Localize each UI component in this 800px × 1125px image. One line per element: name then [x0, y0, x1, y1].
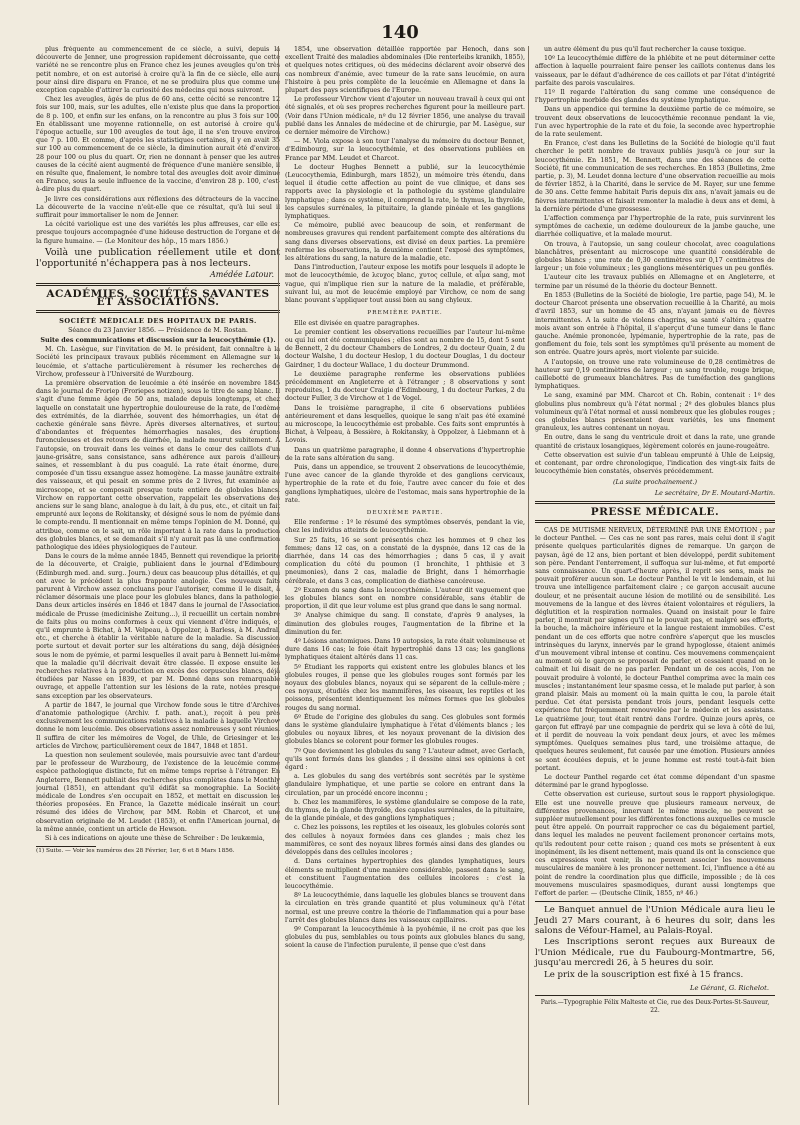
part-one-heading: PREMIÈRE PARTIE. — [367, 310, 443, 317]
paragraph: La cécité variolique est une des variétés les plus affreuses, car elle est presque toujours accompagnée d'une hideuse destruction de l'organe et de la figure humaine. — (Le Moniteur des hôp., 15 mars 1856.) — [36, 221, 280, 245]
column-left — [36, 46, 280, 1105]
paragraph: Cette observation est curieuse, surtout sous le rapport physiologique. Elle est une nouvelle preuve que plusieurs rameaux nerveux, de différentes provenances, innervant le même muscle, ne peuvent se suppléer mutuellement pour les différentes fonctions auxquelles ce muscle peut être appelé. On pourrait rapprocher ce cas du bégaiement partiel, dans lequel les malades ne peuvent facilement prononcer certains mots, qu'ils redoutent pour cette raison ; quand ces mots se présentent à eux inopinément, ils les disent nettement, mais quand ils ont la conscience que ces expressions vont venir, ils ne peuvent associer les mouvemens musculaires de manière à les prononcer nettement. Ici, l'influence a été au point de rendre la coordination plus que difficile, impossible ; de là ces mouvemens musculaires spasmodiques, durant aussi longtemps que l'effort de parler. — (Deutsche Clinik, 1855, nº 46.) — [535, 791, 775, 897]
paragraph: A l'autopsie, on trouve une rate volumineuse de 0,28 centimètres de hauteur sur 0,19 centimètres de largeur ; un sang trouble, rouge brique, caillebotté de grumeaux blanchâtres. Pas de tuméfaction des ganglions lymphatiques. — [535, 358, 775, 391]
paragraph: plus fréquente au commencement de ce siècle, a suivi, depuis la découverte de Jenner, une progression rapidement décroissante, que cette variété ne se rencontre plus en France chez les jeunes aveugles qu'on très petit nombre, et on est autorisé à croire qu'à la fin de ce siècle, elle aura pour ainsi dire disparu en France, et ne se produira plus que comme une exception capable d'attirer la curiosité des médecins qui nous suivront. — [36, 46, 280, 95]
paragraph: Dans le troisième paragraphe, il cite 6 observations publiées antérieurement et dans lesquelles, quoique le sang n'ait pas été examiné au microscope, la leucocythémie est probable. Ces faits sont empruntés à Bichat, à Velpeau, à Bessière, à Rokitansky, à Oppolzer, à Liebmann et à Lovois. — [285, 404, 525, 445]
paragraph: Dans le cours de la même année 1845, Bennett qui revendique la priorité de la découverte, et Craigie, publiaient dans le journal d'Edimbourg (Edinburgh med. and. surg.. Journ.) deux cas beaucoup plus détaillés, et qui ont avec le précédent la plus frappante analogie. Ces nouveaux faits parurent à Virchow assez concluans pour l'autoriser, comme il le disait, à réclamer désormais une place pour les globules blancs, dans la pathologie. Dans deux articles insérés en 1846 et 1847 dans le journal de l'Association médicale de Prusse (medicinishe Zeitung...), il recueillit un certain nombre de faits plus ou moins conformes à ceux qui viennent d'être indiqués, et qu'il emprunte à Bichat, à M. Velpeau, à Oppolzer, à Barless, à M. Andral, etc., et cherche à établir la véritable nature de la maladie. Sa discussion porte surtout et devait porter sur les altérations du sang, déjà désignées sous le nom de pyémie, et parmi lesquelles il avait paru à Bennett lui-même que la maladie qu'il décrivait devait être classée. Il expose ensuite les recherches relatives à la production en excès des corpuscules blancs, déjà étudiées par Nasse en 1839, et par M. Donné dans son remarquable ouvrage, et appelle l'attention sur les lésions de la rate, notées presque sans exception par les observateurs. — [36, 553, 280, 700]
announcement: Les Inscriptions seront reçues aux Bureaux de l'Union Médicale, rue du Faubourg-Montmartre, 56, jusqu'au mercredi 26, à 5 heures du soir. — [535, 937, 775, 969]
editor-signature: Amédée Latour. — [210, 269, 274, 279]
part-two-heading: DEUXIÈME PARTIE. — [366, 509, 444, 516]
session-line: Séance du 23 Janvier 1856. — Présidence de M. Rostan. — [68, 326, 248, 334]
paragraph: En 1853 (Bulletins de la Société de biologie, 1re partie, page 54), M. le docteur Charcot présenta une observation recueillie à la Charité, au mois d'avril 1853, sur un homme de 45 ans, n'ayant jamais eu de fièvres intermittentes. A la suite de violens chagrins, sa santé s'altéra ; quatre mois avant son entrée à l'hôpital, il s'aperçut d'une tumeur dans le flanc gauche. Anémie prononcée, lypémanie, hypertrophie de la rate, pas de gonflement du foie, tels sont les symptômes qu'il présente au moment de son entrée. Quatre jours après, mort violente par suicide. — [535, 291, 775, 357]
paragraph: un autre élément du pus qu'il faut rechercher la cause toxique. — [544, 46, 747, 53]
list-item: d. Dans certaines hypertrophies des glandes lymphatiques, leurs éléments se multiplient d'une manière considérable, passent dans le sang, et constituent l'augmentation des cellules incolores : c'est la leucocythémie. — [285, 858, 525, 890]
paragraph: En France, c'est dans les Bulletins de la Société de biologie qu'il faut chercher le petit nombre de travaux publiés jusqu'à ce jour sur la leucocythémie. En 1851, M. Bennett, dans une des séances de cette Société, fit une communication de ses recherches. En 1853 (Bulletins, 2me partie, p. 3), M. Leudet donna lecture d'une observation recueillie au mois de février 1852, à la Charité, dans le service de M. Rayer, sur une femme de 30 ans. Cette femme habitait Paris depuis dix ans, n'avait jamais eu de fièvres intermittentes et faisait remonter la maladie à deux ans et demi, à la dernière période d'une grossesse. — [535, 140, 775, 213]
paragraph: Chez les aveugles, âgés de plus de 60 ans, cette cécité se rencontre 12 fois sur 100, mais, sur les adultes, elle n'existe plus que dans la proportion de 8 p. 100, et enfin sur les enfans, on la rencontre au plus 3 fois sur 100. En établissant une moyenne rationnelle, on est autorisé à croire qu'à l'époque actuelle, sur 100 aveugles de tout âge, il ne s'en trouve environ que 7 p. 100. Et comme, d'après les statistiques certaines, il y en avait 35 sur 100 au commencement de ce siècle, la diminution aurait été d'environ 28 pour 100 ou plus du quart. Or, rien ne donnant à penser que les autres causes de la cécité aient augmenté de fréquence d'une manière sensible, il en résulte que, finalement, le nombre total des aveugles doit avoir diminué en France, sous la seule influence de la vaccine, d'environ 28 p. 100, c'est-à-dire plus du quart. — [36, 96, 280, 194]
paragraph: On trouva, à l'autopsie, un sang couleur chocolat, avec coagulations blanchâtres, présentant au microscope une quantité considérable de globules blancs ; une rate de 0,30 centimètres sur 0,17 centimètres de largeur ; un foie volumineux ; les ganglions mésentériques un peu gonflés. — [535, 240, 775, 273]
list-item: 2º Examen du sang dans la leucocythémie. L'auteur dit vaguement que les globules blancs sont en nombre considérable, sans établir de proportion, il dit que leur volume est plus grand que dans le sang normal. — [285, 586, 525, 611]
paragraph: 10º La leucocythémie diffère de la phlébite et ne peut déterminer cette affection à laquelle pourraient faire penser les caillots contenus dans les vaisseaux, par le défaut d'adhérence de ces caillots et par l'état d'intégrité parfaite des parois vasculaires. — [535, 55, 775, 87]
paragraph: Elle est divisée en quatre paragraphes. — [294, 319, 420, 327]
paragraph: Si à ces indications on ajoute une thèse de Schreiber : De leukæmia, — [45, 835, 265, 843]
paragraph: Cette observation est suivie d'un tableau emprunté à Uhle de Leipsig, et contenant, par ordre chronologique, l'indication des vingt-six faits de leucocythémie bien constatés, observés précédemment. — [535, 451, 775, 476]
paragraph: — M. Viola expose à son tour l'analyse du mémoire du docteur Bennet, d'Edimbourg, sur la leucocythémie, et des observations publiées en France par MM. Leudet et Charcot. — [285, 138, 525, 162]
paragraph: La question non seulement soulevée, mais poursuivie avec tant d'ardeur par le professeur de Wurzbourg, de l'existence de la leucémie comme espèce pathologique distincte, fut en même temps reprise à l'étranger. En Angleterre, Bennett publiait des recherches plus complètes dans le Monthly journal (1851), en attendant qu'il édifât sa monographie. La Société médicale de Londres s'en occupait en 1852, et mettait en discussion les théories proposées. En France, la Gazette médicale insérait un court résumé des idées de Virchow, par MM. Robin et Charcot, et une observation originale de M. Leudet (1853), et enfin l'American journal, de la même année, contient un article de Hewson. — [36, 752, 280, 833]
list-item: 9º Comparant la leucocythémie à la pyohémie, il ne croit pas que les globules du pus, semblables ou tous points aux globules blancs du sang, soient la cause de l'infection purulente, il pense que c'est dans — [285, 925, 525, 950]
paragraph: Le docteur Hughes Bennett a publié, sur la leucocythémie (Leucocythemia, Edinburgh, mars 1852), un mémoire très étendu, dans lequel il étudie cette affection au point de vue clinique, et dans ses rapports avec la physiologie et la pathologie du système glandulaire lymphatique ; dans ce système, il comprend la rate, le thymus, la thyroïde, les capsules surrénales, la pituitaire, la glande pinéale et les ganglions lymphatiques. — [285, 163, 525, 221]
paragraph: Ce mémoire, publié avec beaucoup de soin, et renfermant de nombreuses gravures qui rendent parfaitement compte des altérations du sang dans diverses observations, est divisé en deux parties. La première renferme les observations, la deuxième contient l'exposé des symptômes, les altérations du sang, la nature de la maladie, etc. — [285, 222, 525, 263]
printer-imprint: Paris.—Typographie Félix Malteste et Cie, rue des Deux-Portes-St-Sauveur, 22. — [540, 999, 770, 1015]
paragraph: 11º Il regarde l'altération du sang comme une conséquence de l'hypertrophie morbide des glandes du système lymphatique. — [535, 89, 775, 105]
paragraph: L'affection commença par l'hypertrophie de la rate, puis survinrent les symptômes de cachexie, un œdème douloureux de la jambe gauche, une diarrhée colliquative, et la malade mourut. — [535, 215, 775, 239]
paragraph: 1854, une observation détaillée rapportée par Henoch, dans son excellent Traité des maladies abdominales (Die renterleibs kranikh, 1855), et quelques notes critiques, où des médecins déclarent avoir observé des cas nombreux d'anémie, avec tumeur de la rate sans leucémie, on aura l'histoire à peu près complète de la leucémie en Allemagne et dans la plupart des pays scientifiques de l'Europe. — [285, 46, 525, 95]
paragraph: Puis, dans un appendice, se trouvent 2 observations de leucocythémie, l'une avec cancer de la glande thyroïde et des ganglions cervicaux, hypertrophie de la rate et du foie, l'autre avec cancer du foie et des ganglions lymphatiques, ulcère de l'estomac, mais sans hypertrophie de la rate. — [285, 463, 525, 504]
list-item: 8º La leucocythémie, dans laquelle les globules blancs se trouvent dans la circulation en très grande quantité et plus volumineux qu'à l'état normal, est une preuve contre la théorie de l'inflammation qui a pour base l'arrêt des globules blancs dans les vaisseaux capillaires. — [285, 892, 525, 924]
paragraph: Je livre ces considérations aux réflexions des détracteurs de la vaccine. La découverte de la vaccine n'eût-elle que ce résultat, qu'à lui seul il suffirait pour immortaliser le nom de Jenner. — [36, 195, 280, 220]
paragraph: CAS DE MUTISME NERVEUX, DÉTERMINÉ PAR UNE ÉMOTION ; par le docteur Panthel. — Ces cas ne sont pas rares, mais celui dont il s'agit présente quelques particularités dignes de remarque. Un garçon de paysan, âgé de 12 ans, bien portant et bien développé, perdit subitement son père. Pendant l'enterrement, il suffoqua sur lui-même, et fut emporté sans connaissance. Un quart-d'heure après, il reprit ses sens, mais ne pouvait proférer aucun son. Le docteur Panthel le vit le lendemain, et lui trouva une intelligence parfaitement claire ; ce garçon accusait aucune douleur, et ne présentait aucune lésion de motilité ou de sensibilité. Les mouvemens de la langue et des lèvres étaient volontaires et réguliers, la déglutition et la respiration normales. Quand on insistait pour le faire parler, il montrait par signes qu'il ne le pouvait pas, et malgré ses efforts, la bouche, la mâchoire inférieure et la langue restaient immobiles. C'est pendant un de ces efforts que notre confrère s'aperçut que les muscles intrinsèques du larynx, innervés par le grand hypoglosse, étaient animés d'un mouvement vibral intense et continu. Ces mouvemens commençaient au moment où le garçon se proposait de parler, et cessaient quand on le calmait et lui disait de ne pas parler. Pendant un de ces accès, l'on ne pouvait produire à volonté, le docteur Panthel comprima avec la main ces muscles ; instantanément leur spasme cessa, et le malade put parler, à son grand plaisir. Mais au moment où la main quitta le cou, la parole était perdue. Cet état persista pendant trois jours, pendant lesquels cette expérience fut fréquemment renouvelée par le médecin et les assistans. Le quatrième jour, tout était rentré dans l'ordre. Quinze jours après, ce garçon fut effrayé par une compagnie de perdrix qui se leva à côté de lui, et il perdit de nouveau la voix pendant deux jours, et avec les mêmes symptômes. Quelques semaines plus tard, une troisième attaque, de quelques heures seulement, fut causée par une émotion. Plusieurs années se sont écoulées depuis, et le jeune homme est resté tout-à-fait bien portant. — [535, 526, 775, 772]
list-item: 4º Lésions anatomiques. Dans 19 autopsies, la rate était volumineuse et dure dans 16 cas; le foie était hypertrophié dans 13 cas; les ganglions lymphatiques étaient altérés dans 11 cas. — [285, 638, 525, 662]
column-right — [528, 46, 775, 1105]
paragraph: La première observation de leucémie a été insérée en novembre 1845 dans le journal de Froriep (Froriepes notizen), sous le titre de sang blanc. Il s'agit d'une femme âgée de 50 ans, malade depuis longtemps, et chez laquelle on constatait une hypertrophie douloureuse de la rate, de l'œdème des extrémités, de la diarrhée, souvent des hémorrhagies, un état de cachexie générale sans fièvre. Après diverses alternatives, et surtout d'abondantes et fréquentes hémorrhagies nasales, des éruptions furonculeuses et des retours de diarrhée, la malade mourut subitement. A l'autopsie, on trouvait dans les veines et dans le cœur des caillots d'un jaune-grisâtre, sans consistance, sans adhérence aux parois d'ailleurs saines, et ressemblant à du pus coagulé. La rate était énorme, dure, composée d'un tissu exsangue assez homogène. La masse jaunâtre extraite des vaisseaux, et qui pesait en somme près de 2 livres, fut examinée au microscope, et se composait presque toute entière de globules blancs. Virchow en rapportant cette observation, rappelait les observations des anciens sur le sang blanc, analogue à du lait, à du pus, etc., et citait un fait emprunté aux leçons de Rokitansky, et désigné sous le nom de pyémie dans le compte-rendu. Il mentionnait en même temps l'opinion de M. Donné, qui attribue, comme on le sait, un rôle important à la rate dans la production des globules blancs, et se demandait s'il n'y aurait pas là une confirmation pathologique des idées physiologiques de l'auteur. — [36, 379, 280, 551]
paragraph: Le sang, examiné par MM. Charcot et Ch. Robin, contenait : 1º des globulins plus nombreux qu'à l'état normal ; 2º des globules blancs plus volumineux qu'à l'état normal et aussi nombreux que les globules rouges ; ces globules blancs présentaient deux variétés, les uns finement granuleux, les autres contenant un noyau. — [535, 392, 775, 433]
section-title-press: PRESSE MÉDICALE. — [590, 505, 720, 518]
paragraph: Le docteur Panthel regarde cet état comme dépendant d'un spasme déterminé par le grand hypoglosse. — [535, 774, 775, 790]
column-middle — [278, 46, 525, 1105]
section-title-academies: ACADÉMIES, SOCIÉTÉS SAVANTES ET ASSOCIATIONS. — [46, 288, 270, 309]
topic-line: Suite des communications et discussion sur la leucocythémie (1). — [40, 335, 276, 344]
list-item: b. Chez les mammifères, le système glandulaire se compose de la rate, du thymus, de la glande thyroïde, des capsules surrénales, de la pituitaire, de la glande pinéale, et des ganglions lymphatiques ; — [285, 798, 525, 823]
list-item: 7º Que deviennent les globules du sang ? L'auteur admet, avec Gerlach, qu'ils sont formés dans les glandes ; il dessine ainsi ses opinions à cet égard : — [285, 747, 525, 772]
paragraph: Dans un appendice qui termine la deuxième partie de ce mémoire, se trouvent deux observations de leucocythémie reconnue pendant la vie, l'un avec hypertrophie de la rate et du foie, la seconde avec hypertrophie de la rate seulement. — [535, 106, 775, 139]
list-item: 6º Étude de l'origine des globules du sang. Ces globules sont formés dans le système glandulaire lymphatique à l'état d'éléments blancs ; les globules ou noyaux libres, et les noyaux provenant de la division des globules blancs se colorent pour former les globules rouges. — [285, 713, 525, 746]
divider — [535, 901, 775, 902]
list-item: 5º Étudiant les rapports qui existent entre les globules blancs et les globules rouges, il pense que les globules rouges sont formés par les noyaux des globules blancs, noyaux qui se séparent de la cellule-mère ; ces noyaux, étudiés chez les mammifères, les oiseaux, les reptiles et les poissons, présentent identiquement les mêmes formes que les globules rouges du sang normal. — [285, 663, 525, 712]
divider — [36, 283, 280, 286]
footnote: (1) Suite. — Voir les numéros des 28 Février, 1er, 6 et 8 Mars 1856. — [36, 848, 235, 855]
page-number: 140 — [381, 22, 419, 43]
announcement: Le prix de la souscription est fixé à 15 francs. — [544, 969, 744, 980]
manager-signature: Le Gérant, G. Richelot. — [689, 983, 769, 992]
paragraph: Le professeur Virchow vient d'ajouter un nouveau travail à ceux qui ont été signalés, et où ses propres recherches figurent pour la meilleure part. (Voir dans l'Union médicale, nº du 12 février 1856, une analyse du travail publié dans les Annales de médecine et de chirurgie, par M. Lasègue, sur ce dernier mémoire de Virchow.) — [285, 96, 525, 137]
editorial-note: Voilà une publication réellement utile et dont l'opportunité n'échappera pas à nos lecteurs. — [36, 246, 280, 269]
paragraph: Dans l'introduction, l'auteur expose les motifs pour lesquels il adopte le mot de leucocythémie, de λευχος blanc, χυτος cellule, et αἷμα sang, mot vague, qui n'implique rien sur la nature de la maladie, et préférable, suivant lui, au mot de leucémie employé par Virchow, ce nom de sang blanc pouvant s'appliquer tout aussi bien au sang chyleux. — [285, 264, 525, 305]
divider — [535, 520, 775, 523]
secretary-signature: Le secrétaire, Dr E. Moutard-Martin. — [654, 488, 775, 497]
list-item: 3º Analyse chimique du sang. Il constate, d'après 9 analyses, la diminution des globules rouges, l'augmentation de la fibrine et la diminution du fer. — [285, 612, 525, 636]
paragraph: Le premier contient les observations recueillies par l'auteur lui-même ou qui lui ont été communiquées ; elles sont au nombre de 15, dont 5 sont de Bennett, 2 du docteur Chambers de Londres, 2 du docteur Quain, 2 du docteur Walshe, 1 du docteur Heslop, 1 du docteur Douglas, 1 du docteur Gairdner, 1 du docteur Wallace, 1 du docteur Drummond. — [285, 328, 525, 369]
paragraph: M. Ch. Lasègue, sur l'invitation de M. le président, fait connaître à la Société les principaux travaux publiés récemment en Allemagne sur la leucémie, et s'attache particulièrement à résumer les recherches de Virchow, professeur à l'Université de Wurzbourg. — [36, 346, 280, 378]
paragraph: A partir de 1847, le journal que Virchow fonde sous le titre d'Archives d'anatomie pathologique (Archiv. f. path. anat.), reçoit à peu près exclusivement les communications relatives à la maladie à laquelle Virchow donne le nom leucémie. Des observations assez nombreuses y sont réunies. Il suffira de citer les mémoires de Vogel, de Uhle, de Griesinger et les articles de Virchow, particulièrement ceux de 1847, 1848 et 1851. — [36, 701, 280, 750]
divider — [535, 501, 775, 504]
society-name: SOCIÉTÉ MÉDICALE DES HOPITAUX DE PARIS. — [59, 317, 257, 326]
divider — [535, 995, 775, 996]
paragraph: Dans un quatrième paragraphe, il donne 4 observations d'hypertrophie de la rate sans altération du sang. — [285, 446, 525, 462]
paragraph: Le deuxième paragraphe renferme les observations publiées précédemment en Angleterre et à l'étranger ; 8 observations y sont reproduites, 1 du docteur Craigie d'Edimbourg, 1 du docteur Parkes, 2 du docteur Fuller, 3 de Virchow et 1 de Vogel. — [285, 370, 525, 403]
paragraph: L'auteur cite les travaux publiés en Allemagne et en Angleterre, et termine par un résumé de la théorie du docteur Bennett. — [535, 274, 775, 290]
paragraph: Elle renferme : 1º le résumé des symptômes observés, pendant la vie, chez les individus atteints de leucocythémie. — [285, 519, 525, 535]
list-item: Sur 25 faits, 16 se sont présentés chez les hommes et 9 chez les femmes; dans 12 cas, on a constaté de la dyspnée, dans 12 cas de la diarrhée, dans 14 cas des hémorrhagies ; dans 5 cas, il y avait complication du côté du poumon (1 bronchite, 1 phthisie et 3 pneumonies), dans 2 cas, maladie de Bright, dans 1 hémorrhagie cérébrale, et dans 3 cas, complication de diathèse cancéreuse. — [285, 536, 525, 585]
divider — [36, 310, 280, 313]
list-item: c. Chez les poissons, les reptiles et les oiseaux, les globules colorés sont des cellules à noyaux formées dans ces glandes ; mais chez les mammifères, ce sont des noyaux libres formés ainsi dans des glandes ou développés dans des cellules incolores ; — [285, 824, 525, 857]
list-item: a. Les globules du sang des vertébrés sont secrétés par le système glandulaire lymphatique, et une partie se colore en entrant dans la circulation, par un procédé encore inconnu ; — [285, 773, 525, 797]
announcement: Le Banquet annuel de l'Union Médicale aura lieu le Jeudi 27 Mars courant, à 6 heures du soir, dans les salons de Véfour-Hamel, au Palais-Royal. — [535, 905, 775, 936]
paragraph: En outre, dans le sang du ventricule droit et dans la rate, une grande quantité de cristaux losangiques, légèrement colorés en jaune-rougeâtre. — [535, 434, 775, 450]
to-be-continued: (La suite prochainement.) — [613, 478, 697, 487]
